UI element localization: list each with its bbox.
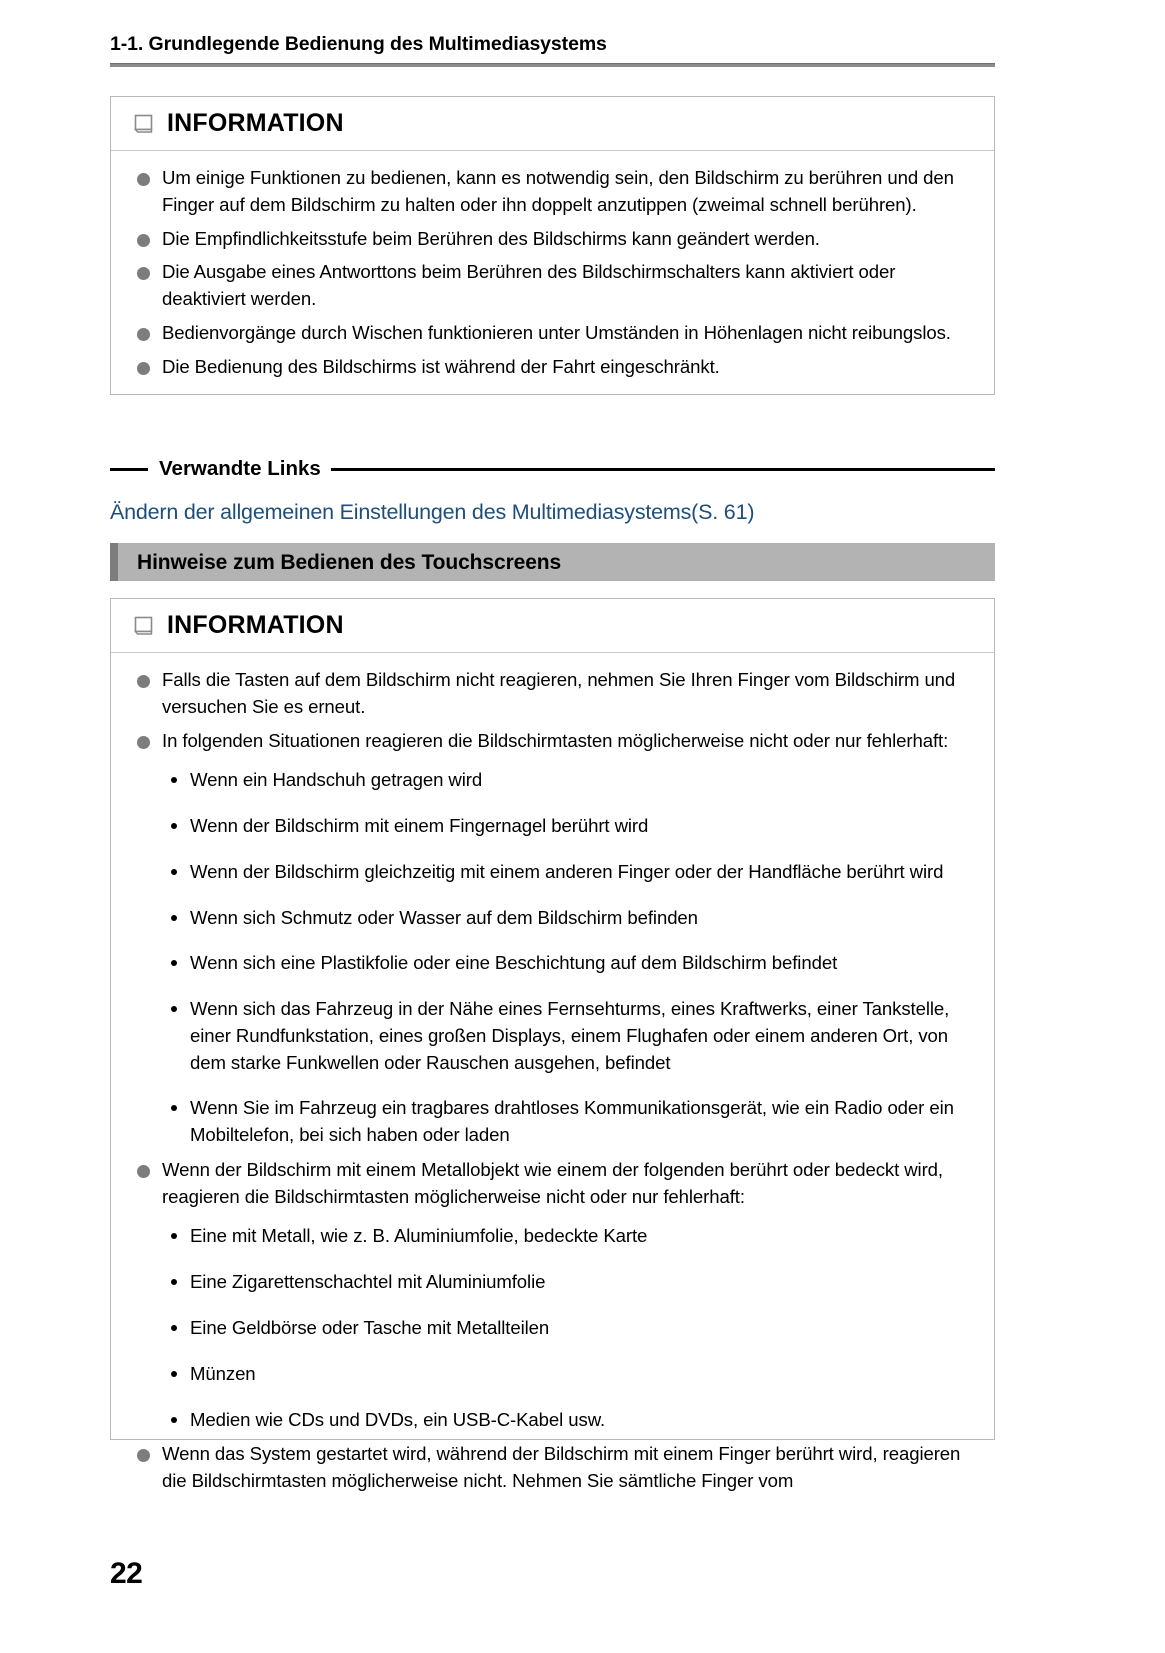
bullet-dot-icon <box>137 1449 150 1462</box>
related-links-heading <box>110 455 995 483</box>
sub-list-item <box>162 1407 974 1434</box>
list-item-text: Die Empfindlichkeitsstufe beim Berühren des Bildschirms kann geändert werden. <box>162 227 820 249</box>
list-item <box>131 226 974 253</box>
list-item <box>131 259 974 313</box>
list-item-text: Wenn das System gestartet wird, während der Bildschirm mit einem Finger berührt wird, reagieren die Bildschirmtasten möglicherweise nicht. Nehmen Sie sämtliche Finger vom <box>162 1443 961 1492</box>
information-box-1-body <box>111 151 994 394</box>
list-item-text: Bedienvorgänge durch Wischen funktionieren unter Umständen in Höhenlagen nicht reibungslos. <box>162 321 951 343</box>
bullet-dot-icon <box>137 234 150 247</box>
page-number: 22 <box>110 1557 143 1590</box>
sub-list-item-text: Wenn der Bildschirm gleichzeitig mit einem anderen Finger oder der Handfläche berührt wird <box>190 860 944 882</box>
bullet-dot-icon <box>137 328 150 341</box>
list-item-text: Falls die Tasten auf dem Bildschirm nicht reagieren, nehmen Sie Ihren Finger vom Bildschirm und versuchen Sie es erneut. <box>162 669 956 717</box>
bullet-dot-icon <box>137 736 150 749</box>
sub-list-item-text: Eine Zigarettenschachtel mit Aluminiumfolie <box>190 1271 546 1293</box>
related-link-item[interactable]: Ändern der allgemeinen Einstellungen des Multimediasystems(S. 61) <box>110 500 755 524</box>
sub-list-item-text: Medien wie CDs und DVDs, ein USB-C-Kabel usw. <box>190 1408 606 1430</box>
sub-list-item <box>162 1361 974 1388</box>
sub-list-item <box>162 1223 974 1250</box>
information-box-1-header <box>111 97 994 151</box>
bullet-dot-icon <box>137 267 150 280</box>
book-icon <box>133 113 155 135</box>
book-icon <box>133 615 155 637</box>
header-divider <box>110 63 995 67</box>
information-box-2-title: INFORMATION <box>167 611 344 639</box>
running-header <box>110 33 995 67</box>
list-item-text: Die Bedienung des Bildschirms ist während der Fahrt eingeschränkt. <box>162 355 720 377</box>
sub-bullet-dot-icon <box>171 1105 177 1111</box>
sub-list-item <box>162 859 974 886</box>
list-item <box>131 1441 974 1495</box>
sub-list-item <box>162 950 974 977</box>
list-item-text: Wenn der Bildschirm mit einem Metallobjekt wie einem der folgenden berührt oder bedeckt wird, reagieren die Bildschirmtasten möglicherweise nicht oder nur fehlerhaft: <box>162 1158 943 1207</box>
sub-list-item <box>162 1269 974 1296</box>
sub-list-item <box>162 1315 974 1342</box>
sub-bullet-dot-icon <box>171 960 177 966</box>
sub-bullet-dot-icon <box>171 915 177 921</box>
sub-bullet-dot-icon <box>171 1417 177 1423</box>
sub-list-item-text: Wenn ein Handschuh getragen wird <box>190 769 483 791</box>
information-box-2 <box>110 598 995 1492</box>
section-header-bar <box>110 543 995 581</box>
list-item-text: Um einige Funktionen zu bedienen, kann es notwendig sein, den Bildschirm zu berühren und den Finger auf dem Bildschirm zu halten oder ihn doppelt anzutippen (zweimal schnell berühren). <box>162 167 954 215</box>
bullet-dot-icon <box>137 1165 150 1178</box>
section-header-title: Hinweise zum Bedienen des Touchscreens <box>137 550 562 574</box>
information-box-1 <box>110 96 995 395</box>
sub-bullet-dot-icon <box>171 869 177 875</box>
sub-list-item <box>162 813 974 840</box>
sub-bullet-dot-icon <box>171 1233 177 1239</box>
sub-list-item-text: Münzen <box>190 1362 256 1384</box>
sub-list-item-text: Eine mit Metall, wie z. B. Aluminiumfolie, bedeckte Karte <box>190 1225 648 1247</box>
sub-list-item <box>162 905 974 932</box>
sub-bullet-dot-icon <box>171 1279 177 1285</box>
list-item-text: In folgenden Situationen reagieren die Bildschirmtasten möglicherweise nicht oder nur fehlerhaft: <box>162 729 949 751</box>
information-box-2-header <box>111 599 994 653</box>
sub-list-item <box>162 1095 974 1149</box>
list-item-text: Die Ausgabe eines Antworttons beim Berühren des Bildschirmschalters kann aktiviert oder deaktiviert werden. <box>162 261 896 310</box>
list-item <box>131 320 974 347</box>
sub-list-item-text: Wenn der Bildschirm mit einem Fingernagel berührt wird <box>190 815 649 837</box>
information-box-2-body <box>111 653 994 1509</box>
information-box-1-list <box>131 165 974 380</box>
sub-bullet-dot-icon <box>171 823 177 829</box>
bullet-dot-icon <box>137 173 150 186</box>
rule-right <box>331 468 995 471</box>
sub-bullet-dot-icon <box>171 1006 177 1012</box>
sub-bullet-dot-icon <box>171 1371 177 1377</box>
sub-list-item <box>162 996 974 1076</box>
list-item <box>131 728 974 1149</box>
sub-list-item-text: Wenn Sie im Fahrzeug ein tragbares drahtloses Kommunikationsgerät, wie ein Radio oder ein Mobiltelefon, bei sich haben oder laden <box>190 1097 954 1146</box>
sub-list-item-text: Wenn sich Schmutz oder Wasser auf dem Bildschirm befinden <box>190 906 698 928</box>
information-box-1-title: INFORMATION <box>167 109 344 137</box>
list-item <box>131 667 974 721</box>
list-item <box>131 1157 974 1433</box>
sub-list-item-text: Eine Geldbörse oder Tasche mit Metallteilen <box>190 1317 550 1339</box>
list-item <box>131 354 974 381</box>
sub-list <box>162 767 974 1149</box>
sub-bullet-dot-icon <box>171 1325 177 1331</box>
sub-list-item-text: Wenn sich eine Plastikfolie oder eine Beschichtung auf dem Bildschirm befindet <box>190 952 838 974</box>
list-item <box>131 165 974 219</box>
page-title: 1-1. Grundlegende Bedienung des Multimediasystems <box>110 33 607 55</box>
sub-list-item <box>162 767 974 794</box>
sub-list <box>162 1223 974 1433</box>
sub-bullet-dot-icon <box>171 777 177 783</box>
sub-list-item-text: Wenn sich das Fahrzeug in der Nähe eines Fernsehturms, eines Kraftwerks, einer Tankstelle, einer Rundfunkstation, eines großen Displays, einem Flughafen oder einem anderen Ort, von dem starke Funkwellen oder Rauschen ausgehen, befindet <box>190 998 950 1073</box>
information-box-2-list <box>131 667 974 1495</box>
bullet-dot-icon <box>137 362 150 375</box>
related-links-section <box>110 455 995 527</box>
related-links-label: Verwandte Links <box>159 456 321 480</box>
rule-left <box>110 468 148 471</box>
bullet-dot-icon <box>137 675 150 688</box>
